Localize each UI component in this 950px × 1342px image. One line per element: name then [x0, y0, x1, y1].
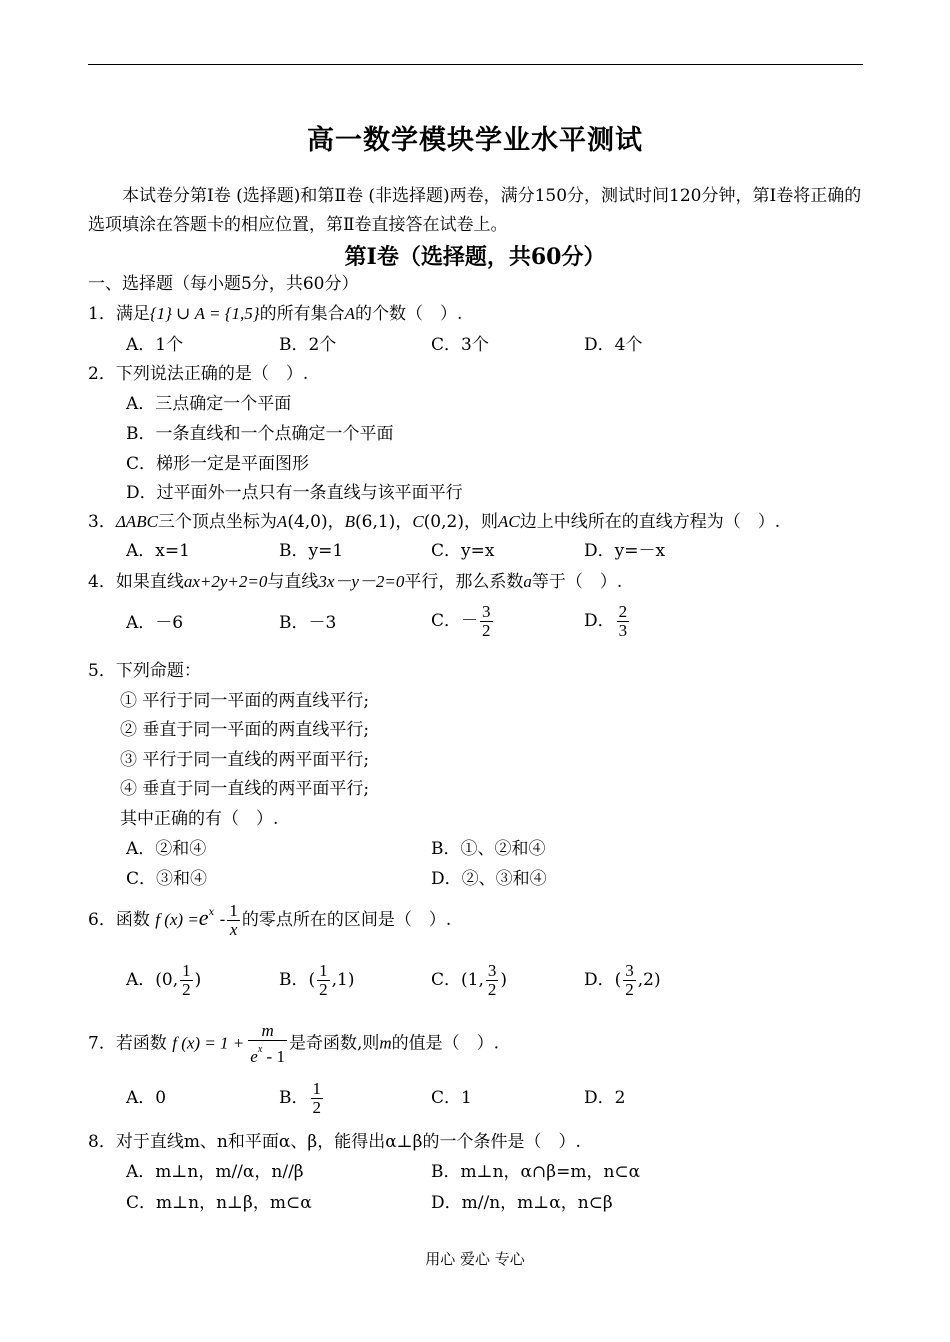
q3-text-2: 边上中线所在的直线方程为（ ）. [519, 512, 781, 532]
q6-option-a-denominator: 2 [182, 980, 191, 999]
q6-pre: 6．函数 [88, 910, 150, 930]
part-heading: 一、选择题（每小题5分，共60分） [88, 274, 359, 294]
q4-option-c-label: C． [431, 611, 462, 631]
q3-option-c: C．y=x [431, 541, 495, 561]
q3-point-a: A [276, 512, 288, 531]
q3-coord-b: (6,1)， [355, 512, 413, 532]
q4-option-d-denominator: 3 [618, 621, 628, 640]
q4-option-c-fraction [480, 603, 493, 640]
q7-tail: 的值是（ ）. [391, 1033, 500, 1054]
q6-option-b-left: ( [308, 970, 316, 990]
q1-pre: 满足 [115, 304, 150, 324]
page-footer: 用心 爱心 专心 [425, 1250, 525, 1268]
q4-option-c [431, 603, 495, 640]
q4-pre: 4．如果直线 [88, 572, 184, 592]
q6-option-b-fraction [317, 962, 330, 999]
q6-option-c-numerator: 3 [487, 961, 497, 980]
q7-option-b-numerator: 1 [312, 1079, 321, 1098]
q6-option-d-left: ( [614, 970, 622, 990]
q4-option-b: B．－3 [279, 613, 337, 633]
q3-text-1: 三个顶点坐标为 [157, 512, 277, 532]
q6-option-b-numerator: 1 [319, 961, 328, 980]
q7-option-b-denominator: 2 [312, 1098, 321, 1117]
q4-mid: 与直线 [267, 572, 319, 592]
q5-option-d: D．②、③和④ [431, 869, 547, 889]
q7-fraction [248, 1022, 287, 1066]
q6-function: f (x) = [155, 910, 199, 929]
q4-option-d [584, 603, 631, 640]
q4-option-a: A．－6 [126, 613, 184, 633]
q6-option-c-denominator: 2 [487, 980, 497, 999]
q3-option-a: A．x=1 [126, 541, 190, 561]
q4-tail: 平行，那么系数 [404, 572, 524, 592]
q6-option-a [126, 962, 201, 999]
q4-option-d-fraction [617, 603, 630, 640]
q6-e: e [198, 905, 209, 930]
question-8: 8．对于直线m、n和平面α、β，能得出α⊥β的一个条件是（ ）. [88, 1132, 581, 1152]
q6-option-b-right: ,1) [331, 970, 355, 990]
question-2: 2．下列说法正确的是（ ）. [88, 364, 309, 384]
q7-option-d: D．2 [584, 1088, 626, 1108]
q7-option-c: C．1 [431, 1088, 472, 1108]
q8-option-a: A．m⊥n，m//α，n//β [126, 1162, 304, 1182]
q7-pre: 7．若函数 [88, 1033, 167, 1054]
q3-option-d: D．y=－x [584, 541, 666, 561]
q4-var: a [523, 572, 532, 591]
q3-coord-a: (4,0)， [287, 512, 345, 532]
q6-option-a-numerator: 1 [182, 961, 191, 980]
q1-number: 1． [88, 304, 116, 324]
question-1 [88, 303, 462, 325]
q6-option-b-denominator: 2 [319, 980, 328, 999]
q6-option-c-left: (1, [461, 970, 484, 990]
q4-option-d-label: D． [584, 611, 615, 631]
q6-numerator: 1 [229, 901, 238, 920]
q1-option-d: D．4个 [584, 335, 643, 355]
q7-denominator [248, 1041, 287, 1066]
q1-option-b: B．2个 [279, 335, 337, 355]
q1-option-c: C．3个 [431, 335, 489, 355]
q7-denominator-exponent: x [257, 1044, 263, 1055]
q1-var: A [344, 304, 355, 323]
q5-item-3: ③ 平行于同一直线的两平面平行; [120, 750, 370, 770]
q3-option-b: B．y=1 [279, 541, 344, 561]
q6-option-c-label: C． [431, 970, 462, 990]
q2-option-a: A．三点确定一个平面 [126, 394, 292, 414]
q5-item-1: ① 平行于同一平面的两直线平行; [120, 691, 370, 711]
q4-option-c-numerator: 3 [482, 602, 491, 621]
q6-post: 的零点所在的区间是（ ）. [241, 910, 452, 930]
q6-option-d-numerator: 3 [625, 961, 634, 980]
q6-option-b [279, 962, 355, 999]
question-4 [88, 571, 622, 593]
q2-option-b: B．一条直线和一个点确定一个平面 [126, 424, 394, 444]
q3-number: 3． [88, 512, 116, 532]
q3-triangle: ΔABC [115, 512, 158, 531]
q6-denominator: x [229, 920, 238, 939]
q6-option-d-denominator: 2 [625, 980, 634, 999]
q4-option-d-numerator: 2 [618, 602, 628, 621]
q1-post: 的所有集合 [259, 304, 345, 324]
q6-option-a-right: ) [194, 970, 202, 990]
q7-numerator: m [248, 1022, 287, 1041]
q1-tail: 的个数（ ）. [354, 304, 463, 324]
q7-var: m [379, 1033, 392, 1053]
q8-option-d: D．m//n，m⊥α，n⊂β [431, 1193, 613, 1213]
intro-paragraph [88, 182, 863, 240]
q6-fraction [227, 902, 240, 939]
section-title: 第Ⅰ卷（选择题，共60分） [344, 244, 606, 270]
q7-option-b-label: B． [279, 1088, 309, 1108]
q5-option-a: A．②和④ [126, 839, 207, 859]
question-6 [88, 902, 451, 939]
q4-line-1: ax+2y+2=0 [183, 572, 268, 591]
question-3 [88, 511, 780, 533]
q6-option-c-right: ) [500, 970, 508, 990]
q4-end: 等于（ ）. [531, 572, 623, 592]
q6-exponent: x [208, 907, 215, 918]
q2-option-c: C．梯形一定是平面图形 [126, 454, 310, 474]
q7-denominator-rest: - 1 [262, 1047, 285, 1066]
q6-option-d-label: D． [584, 970, 615, 990]
q7-option-b [279, 1080, 325, 1117]
question-5: 5．下列命题： [88, 661, 201, 681]
q3-segment-ac: AC [497, 512, 520, 531]
q6-option-c [431, 962, 507, 999]
q4-option-c-denominator: 2 [482, 621, 491, 640]
q3-point-b: B [344, 512, 356, 531]
q5-option-c: C．③和④ [126, 869, 208, 889]
q6-option-c-fraction [486, 962, 499, 999]
q6-option-b-label: B． [279, 970, 309, 990]
q5-ask: 其中正确的有（ ）. [120, 809, 279, 829]
q2-option-d: D．过平面外一点只有一条直线与该平面平行 [126, 483, 463, 503]
page-title: 高一数学模块学业水平测试 [307, 125, 643, 156]
q3-point-c: C [412, 512, 424, 531]
q1-option-a: A．1个 [126, 335, 184, 355]
q6-option-d [584, 962, 661, 999]
q7-denominator-e: e [250, 1047, 258, 1066]
q4-line-2: 3x－y－2=0 [318, 572, 405, 591]
q6-option-d-fraction [623, 962, 636, 999]
top-rule [88, 64, 863, 65]
q7-option-a: A．0 [126, 1088, 167, 1108]
q3-coord-c: (0,2)，则 [423, 512, 498, 532]
intro-text: 本试卷分第Ⅰ卷 (选择题)和第Ⅱ卷 (非选择题)两卷，满分150分，测试时间120分钟，第Ⅰ卷将正确的选项填涂在答题卡的相应位置，第Ⅱ卷直接答在试卷上。 [88, 186, 862, 235]
q4-option-c-sign: － [461, 611, 479, 631]
question-7 [88, 1022, 499, 1066]
q5-item-4: ④ 垂直于同一直线的两平面平行; [120, 779, 370, 799]
q7-post: 是奇函数,则 [288, 1033, 380, 1054]
q8-option-b: B．m⊥n，α∩β=m，n⊂α [431, 1162, 641, 1182]
q6-option-a-label: A． [126, 970, 156, 990]
q7-function: f (x) = 1 + [172, 1033, 245, 1053]
q6-option-d-right: ,2) [637, 970, 661, 990]
q6-option-a-left: (0, [155, 970, 179, 990]
q6-option-a-fraction [180, 962, 193, 999]
q6-minus: - [219, 910, 226, 930]
q7-option-b-fraction [311, 1080, 324, 1117]
q5-item-2: ② 垂直于同一平面的两直线平行; [120, 720, 370, 740]
q8-option-c: C．m⊥n，n⊥β，m⊂α [126, 1193, 312, 1213]
q5-option-b: B．①、②和④ [431, 839, 546, 859]
q1-math: {1} ∪ A = {1,5} [149, 304, 260, 323]
